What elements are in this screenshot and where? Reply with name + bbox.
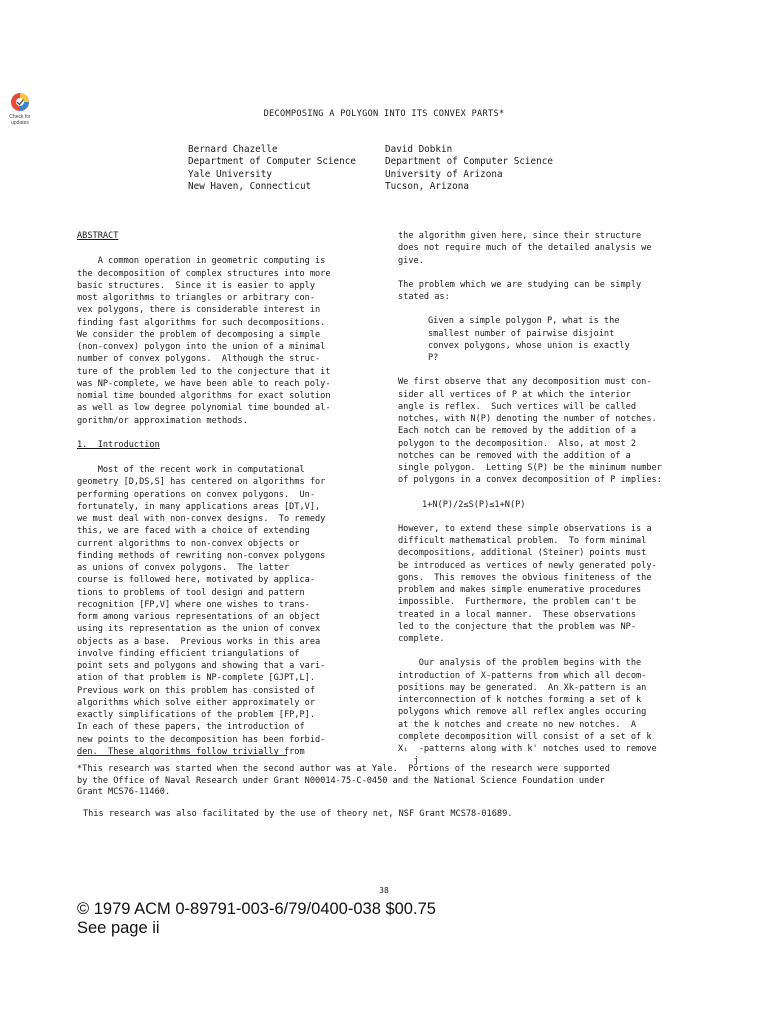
footnote-line: This research was also facilitated by the use of theory net, NSF Grant MCS78-01689. (83, 808, 513, 819)
body-line: does not require much of the detailed analysis we (398, 243, 652, 254)
problem-line: Given a simple polygon P, what is the (428, 316, 620, 327)
right-column (398, 230, 684, 768)
intro-line: den. These algorithms follow trivially from (77, 746, 305, 757)
problem-line: convex polygons, whose union is exactly (428, 340, 630, 351)
author-name: David Dobkin (385, 144, 453, 155)
copyright-line: © 1979 ACM 0-89791-003-6/79/0400-038 $00.75 (77, 900, 436, 918)
see-page-note: See page ii (77, 919, 160, 937)
left-column (77, 230, 367, 758)
intro-line: new points to the decomposition has been forbid- (77, 734, 326, 745)
author-department: Department of Computer Science (385, 156, 553, 168)
abstract-line: A common operation in geometric computing is (77, 256, 326, 267)
intro-line: this, we are faced with a choice of extending (77, 526, 310, 537)
intro-line: ation of that problem is NP-complete [GJPT,L]. (77, 673, 315, 684)
intro-line: In each of these papers, the introduction of (77, 722, 305, 733)
abstract-body (77, 255, 367, 427)
introduction-heading: 1. Introduction (77, 439, 160, 450)
body-line: gons. This removes the obvious finiteness of the (398, 572, 652, 583)
intro-line: fortunately, in many applications areas [DT,V], (77, 501, 321, 512)
body-line: However, to extend these simple observations is a (398, 523, 652, 534)
introduction-body (77, 464, 367, 758)
paper-title: DECOMPOSING A POLYGON INTO ITS CONVEX PARTS* (263, 109, 505, 119)
intro-line: algorithms which solve either approximately or (77, 697, 315, 708)
author-department: Department of Computer Science (188, 156, 356, 168)
footnote-line: *This research was started when the second author was at Yale. Portions of the research were supported (77, 764, 610, 774)
abstract-line: nomial time bounded algorithms for exact solution (77, 391, 331, 401)
body-line: treated in a local manner. These observations (398, 609, 636, 620)
body-line: introduction of X-patterns from which all decom- (398, 670, 647, 681)
body-line: problem and makes simple enumerative procedures (398, 585, 642, 595)
body-line: Our analysis of the problem begins with the (398, 658, 642, 669)
body-line: notches can be removed with the addition of a (398, 450, 631, 461)
copyright-notice (77, 900, 436, 938)
problem-statement (398, 315, 684, 364)
body-line: complete. (398, 634, 445, 644)
problem-line: P? (428, 353, 439, 363)
body-line: be introduced as vertices of newly generated poly- (398, 560, 657, 571)
intro-line: Most of the recent work in computational (77, 465, 305, 475)
body-line: difficult mathematical problem. To form minimal (398, 536, 647, 546)
abstract-line: (non-convex) polygon into the union of a minimal (77, 342, 326, 352)
abstract-line: the decomposition of complex structures into more (77, 268, 331, 279)
intro-line: using its representation as the union of convex (77, 624, 321, 635)
intro-line: finding methods of rewriting non-convex polygons (77, 550, 326, 561)
intro-line: course is followed here, motivated by applica- (77, 575, 315, 586)
intro-line: we must deal with non-convex designs. To remedy (77, 514, 326, 524)
author-name: Bernard Chazelle (188, 144, 278, 155)
footnote-divider (77, 755, 287, 756)
body-line: angle is reflex. Such vertices will be called (398, 401, 636, 412)
author-location: New Haven, Connecticut (188, 180, 312, 192)
intro-line: involve finding efficient triangulations of (77, 648, 300, 659)
intro-line: form among various representations of an object (77, 612, 321, 622)
footnote-line: by the Office of Naval Research under Grant N00014-75-C-0450 and the National Science Foundation under (77, 775, 605, 786)
body-line: polygons which remove all reflex angles occuring (398, 707, 647, 718)
intro-line: tions to problems of tool design and pattern (77, 587, 305, 598)
body-line: positions may be generated. An Xk-pattern is an (398, 682, 647, 693)
author-university: Yale University (188, 168, 272, 180)
subscript-line: j (398, 756, 419, 767)
body-line: polygon to the decomposition. Also, at most 2 (398, 438, 636, 449)
abstract-line: was NP-complete, we have been able to reach poly- (77, 378, 331, 389)
page-number: 38 (379, 886, 389, 895)
body-line: led to the conjecture that the problem was NP- (398, 621, 636, 632)
body-line: at the k notches and create no new notches. A (398, 719, 636, 730)
body-line: stated as: (398, 292, 450, 302)
abstract-line: We consider the problem of decomposing a simple (77, 329, 321, 340)
body-line: the algorithm given here, since their structure (398, 231, 642, 241)
body-line: Xᵢ -patterns along with k' notches used to remove (398, 744, 657, 754)
abstract-line: ture of the problem led to the conjecture that it (77, 366, 331, 377)
abstract-line: number of convex polygons. Although the struc- (77, 354, 321, 365)
author-block-2 (385, 144, 553, 193)
body-line: sider all vertices of P at which the interior (398, 389, 631, 400)
footnotes (77, 764, 687, 820)
body-line: Each notch can be removed by the addition of a (398, 426, 636, 437)
intro-line: exactly simplifications of the problem [FP,P]. (77, 710, 315, 720)
abstract-line: vex polygons, there is considerable interest in (77, 305, 321, 316)
body-line: We first observe that any decomposition must con- (398, 377, 652, 388)
body-line: impossible. Furthermore, the problem can't be (398, 597, 636, 608)
body-line: of polygons in a convex decomposition of P implies: (398, 475, 662, 486)
author-block-1 (188, 144, 356, 193)
body-line: interconnection of k notches forming a set of k (398, 695, 642, 705)
intro-line: objects as a base. Previous works in this area (77, 636, 321, 647)
footnote-line: Grant MCS76-11460. (77, 787, 171, 797)
abstract-line: most algorithms to triangles or arbitrary con- (77, 293, 315, 303)
intro-line: performing operations on convex polygons. Un- (77, 489, 315, 500)
intro-line: recognition [FP,V] where one wishes to trans- (77, 599, 310, 610)
abstract-line: finding fast algorithms for such decompositions. (77, 317, 326, 328)
intro-line: Previous work on this problem has consisted of (77, 685, 315, 696)
abstract-line: as well as low degree polynomial time bounded al- (77, 403, 331, 414)
body-line: decompositions, additional (Steiner) points must (398, 548, 647, 559)
intro-line: point sets and polygons and showing that a vari- (77, 661, 326, 671)
body-line: give. (398, 255, 424, 266)
intro-line: current algorithms to non-convex objects or (77, 538, 300, 549)
body-line: single polygon. Letting S(P) be the minimum number (398, 463, 662, 473)
intro-line: geometry [D,DS,S] has centered on algorithms for (77, 477, 326, 488)
problem-line: smallest number of pairwise disjoint (428, 328, 615, 339)
body-line: notches, with N(P) denoting the number of notches. (398, 414, 657, 424)
author-university: University of Arizona (385, 168, 503, 180)
author-location: Tucson, Arizona (385, 180, 469, 192)
abstract-line: gorithm/or approximation methods. (77, 415, 248, 426)
body-line: The problem which we are studying can be simply (398, 279, 642, 290)
bound-formula: 1+N(P)/2≤S(P)≤1+N(P) (422, 499, 526, 510)
badge-label: Check for updates (9, 114, 31, 126)
abstract-heading: ABSTRACT (77, 231, 119, 241)
intro-line: as unions of convex polygons. The latter (77, 563, 290, 573)
abstract-line: basic structures. Since it is easier to apply (77, 280, 315, 291)
body-line: complete decomposition will consist of a set of k (398, 731, 652, 742)
